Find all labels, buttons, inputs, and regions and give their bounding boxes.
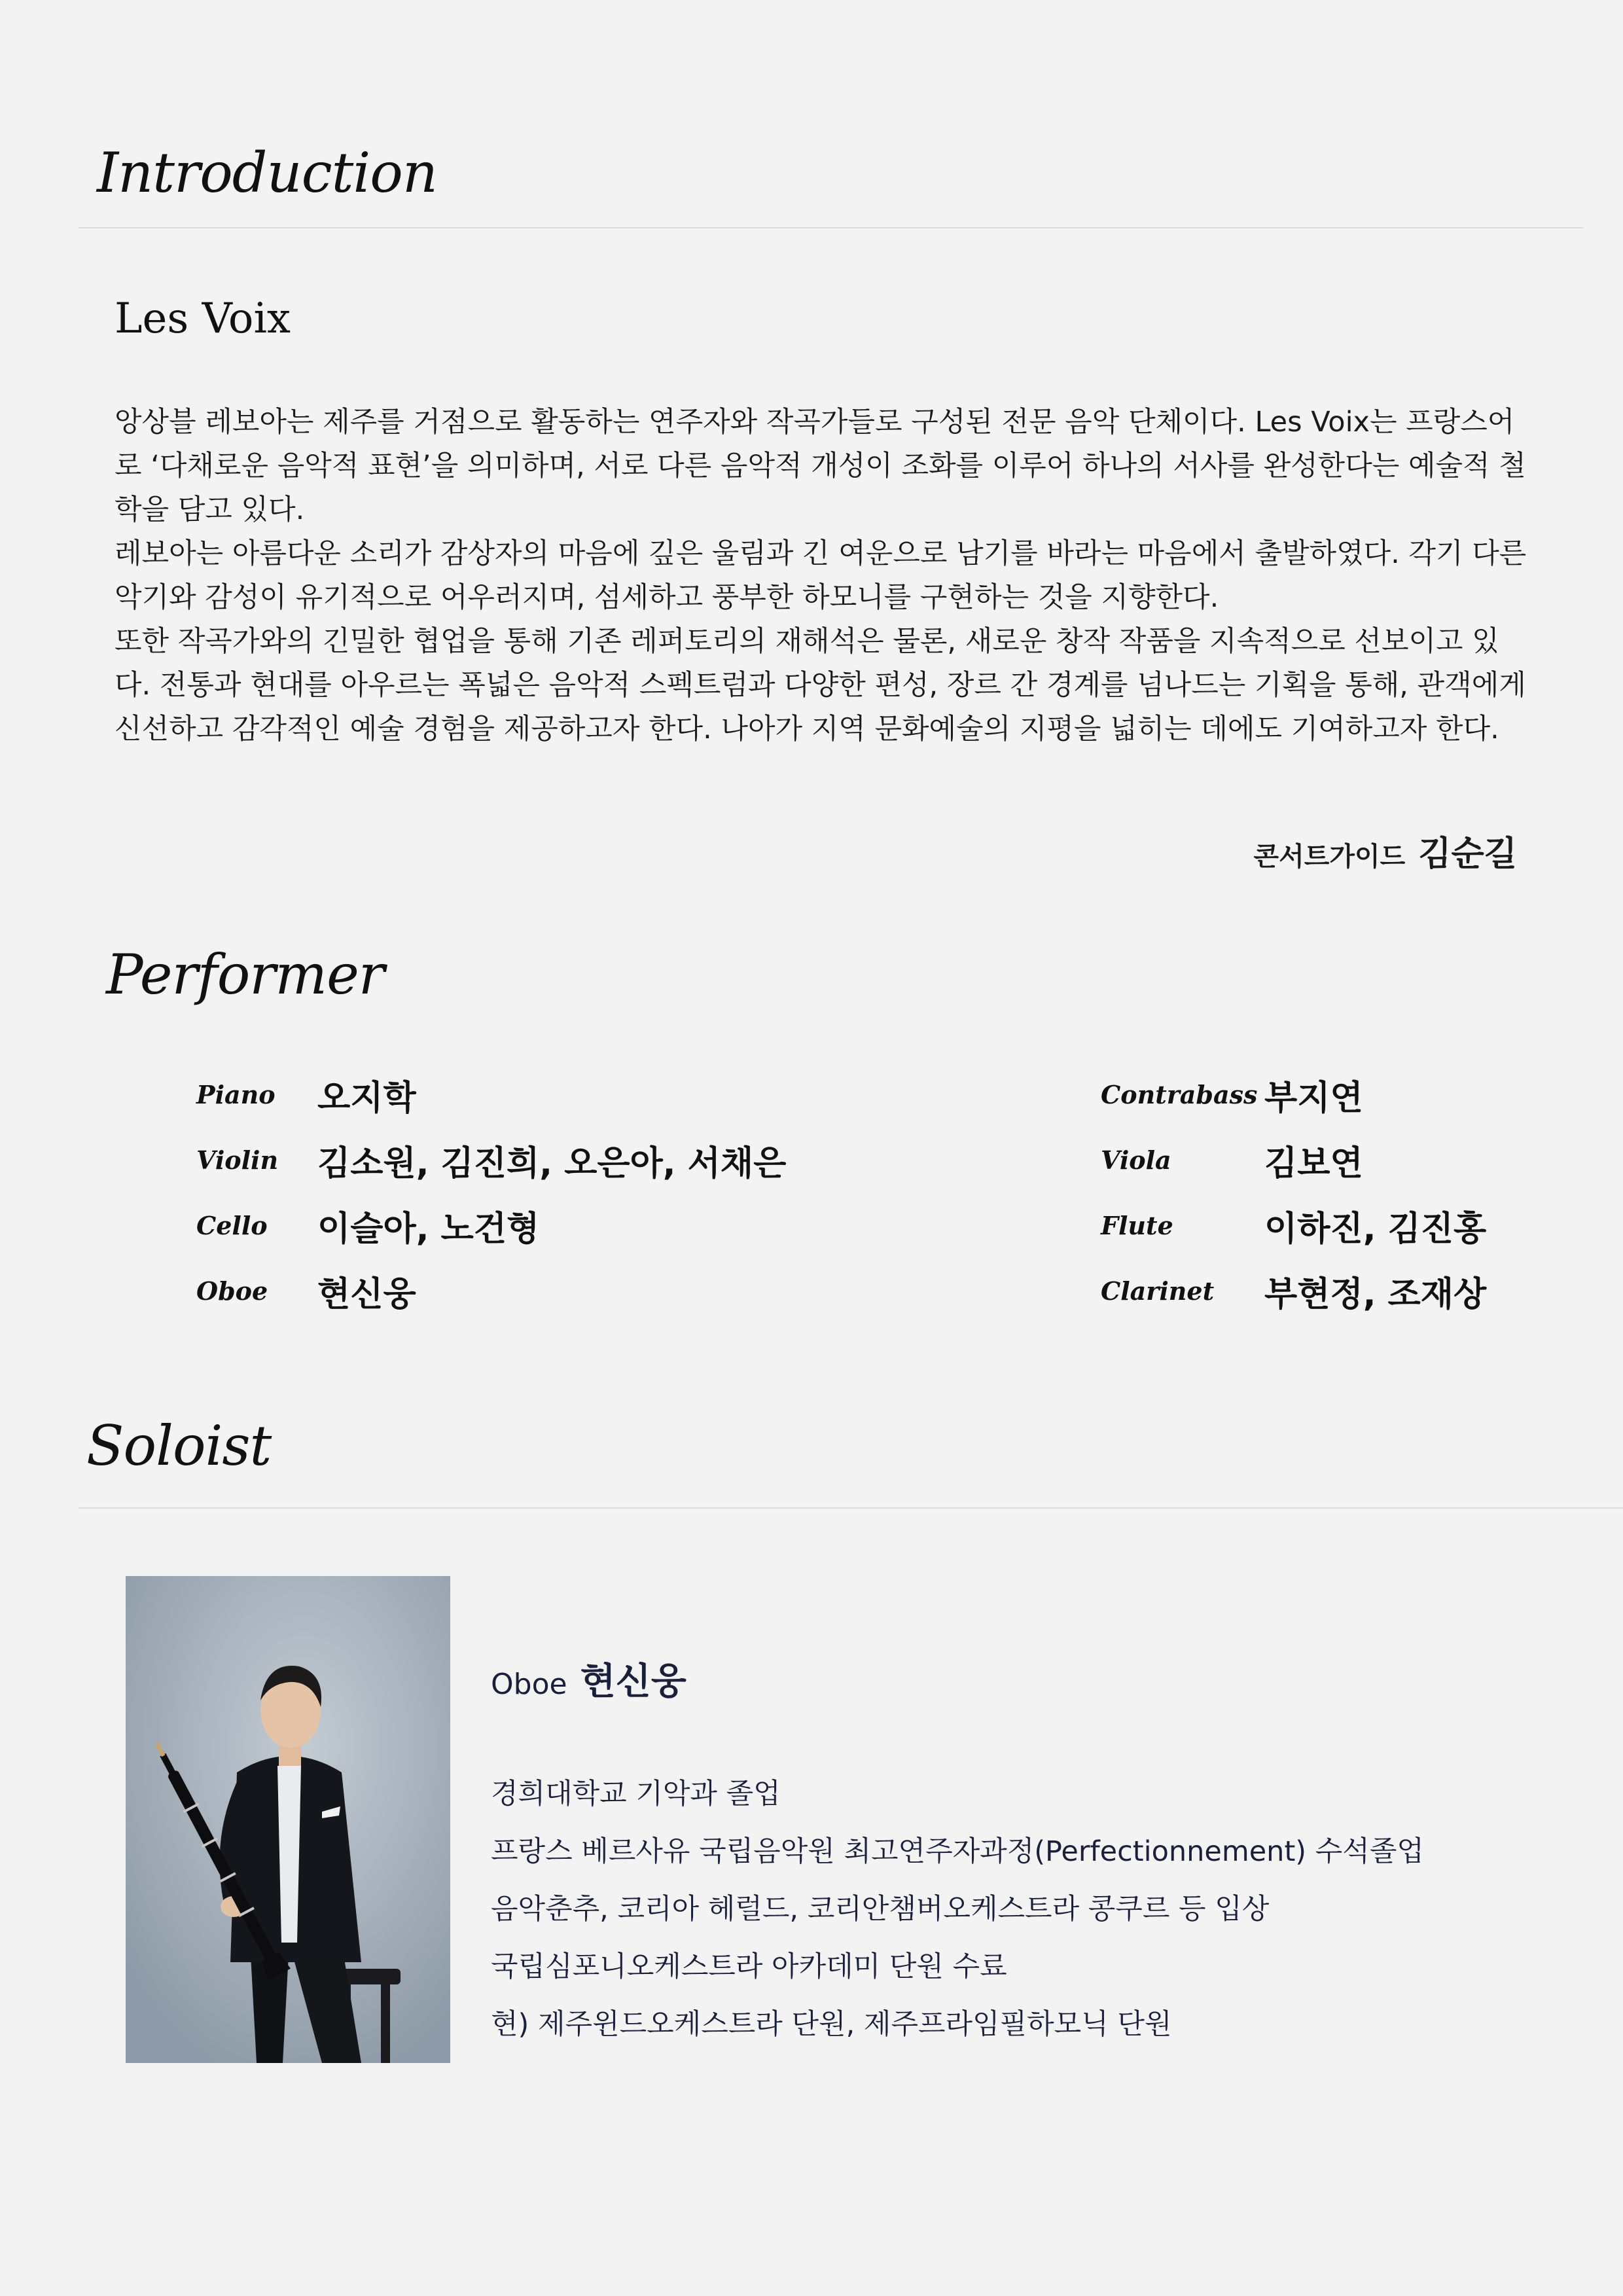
instrument-label: Cello bbox=[196, 1211, 268, 1240]
instrument-label: Flute bbox=[1101, 1211, 1173, 1240]
instrument-label: Contrabass bbox=[1101, 1080, 1258, 1109]
bio-item: 현) 제주윈드오케스트라 단원, 제주프라임필하모닉 단원 bbox=[491, 2008, 1172, 2041]
performer-row bbox=[196, 1070, 416, 1119]
soloist-bio bbox=[491, 1765, 1424, 2053]
instrument-label: Violin bbox=[196, 1145, 279, 1175]
performer-names: 부현정, 조재상 bbox=[1264, 1275, 1487, 1314]
signature-name: 김순길 bbox=[1418, 834, 1517, 874]
performer-names: 김보연 bbox=[1264, 1144, 1363, 1183]
performer-names: 오지학 bbox=[317, 1079, 416, 1118]
performer-names: 이슬아, 노건형 bbox=[317, 1210, 540, 1249]
introduction-divider bbox=[79, 227, 1584, 228]
intro-paragraph: 또한 작곡가와의 긴밀한 협업을 통해 기존 레퍼토리의 재해석은 물론, 새로운 창작 작품을 지속적으로 선보이고 있다. 전통과 현대를 아우르는 폭넓은 음악적 스펙트럼과 다양한 편성, 장르 간 경계를 넘나드는 기획을 통해, 관객에게 신선하고 감각적인 예술 경험을 제공하고자 한다. 나아가 지역 문화예술의 지평을 넓히는 데에도 기여하고자 한다. bbox=[115, 625, 1526, 745]
performer-names: 김소원, 김진희, 오은아, 서채은 bbox=[317, 1144, 787, 1183]
instrument-label: Oboe bbox=[196, 1276, 268, 1306]
oboist-portrait-illustration bbox=[126, 1576, 450, 2063]
performer-names: 이하진, 김진홍 bbox=[1264, 1210, 1487, 1249]
signature bbox=[1253, 826, 1517, 875]
bio-item: 경희대학교 기악과 졸업 bbox=[491, 1778, 781, 1810]
performer-row bbox=[1101, 1201, 1486, 1250]
soloist-divider bbox=[79, 1507, 1623, 1509]
performer-row bbox=[1101, 1136, 1363, 1185]
bio-item: 프랑스 베르사유 국립음악원 최고연주자과정(Perfectionnement) 수석졸업 bbox=[491, 1835, 1424, 1868]
soloist-heading-line bbox=[491, 1653, 687, 1705]
signature-role: 콘서트가이드 bbox=[1253, 842, 1406, 872]
performer-row bbox=[196, 1266, 416, 1316]
performer-names: 현신웅 bbox=[317, 1275, 416, 1314]
soloist-instrument: Oboe bbox=[491, 1668, 567, 1701]
performer-heading: Performer bbox=[106, 942, 384, 1007]
intro-paragraph: 앙상블 레보아는 제주를 거점으로 활동하는 연주자와 작곡가들로 구성된 전문 음악 단체이다. Les Voix는 프랑스어로 ‘다채로운 음악적 표현’을 의미하며, 서로 다른 음악적 개성이 조화를 이루어 하나의 서사를 완성한다는 예술적 철학을 담고 있다. bbox=[115, 406, 1526, 526]
ensemble-title: Les Voix bbox=[115, 295, 291, 343]
soloist-name: 현신웅 bbox=[580, 1660, 687, 1703]
soloist-photo bbox=[126, 1576, 450, 2063]
instrument-label: Piano bbox=[196, 1080, 276, 1109]
performer-row bbox=[196, 1201, 539, 1250]
performer-row bbox=[1101, 1070, 1363, 1119]
intro-paragraph: 레보아는 아름다운 소리가 감상자의 마음에 깊은 울림과 긴 여운으로 남기를 바라는 마음에서 출발하였다. 각기 다른 악기와 감성이 유기적으로 어우러지며, 섬세하고 풍부한 하모니를 구현하는 것을 지향한다. bbox=[115, 537, 1527, 614]
performer-names: 부지연 bbox=[1264, 1079, 1363, 1118]
soloist-heading: Soloist bbox=[86, 1414, 272, 1478]
introduction-body bbox=[115, 401, 1535, 751]
bio-item: 국립심포니오케스트라 아카데미 단원 수료 bbox=[491, 1950, 1007, 1983]
performer-row bbox=[196, 1136, 786, 1185]
performer-row bbox=[1101, 1266, 1486, 1316]
instrument-label: Clarinet bbox=[1101, 1276, 1215, 1306]
instrument-label: Viola bbox=[1101, 1145, 1171, 1175]
introduction-heading: Introduction bbox=[97, 141, 437, 205]
bio-item: 음악춘추, 코리아 헤럴드, 코리안챔버오케스트라 콩쿠르 등 입상 bbox=[491, 1893, 1270, 1926]
